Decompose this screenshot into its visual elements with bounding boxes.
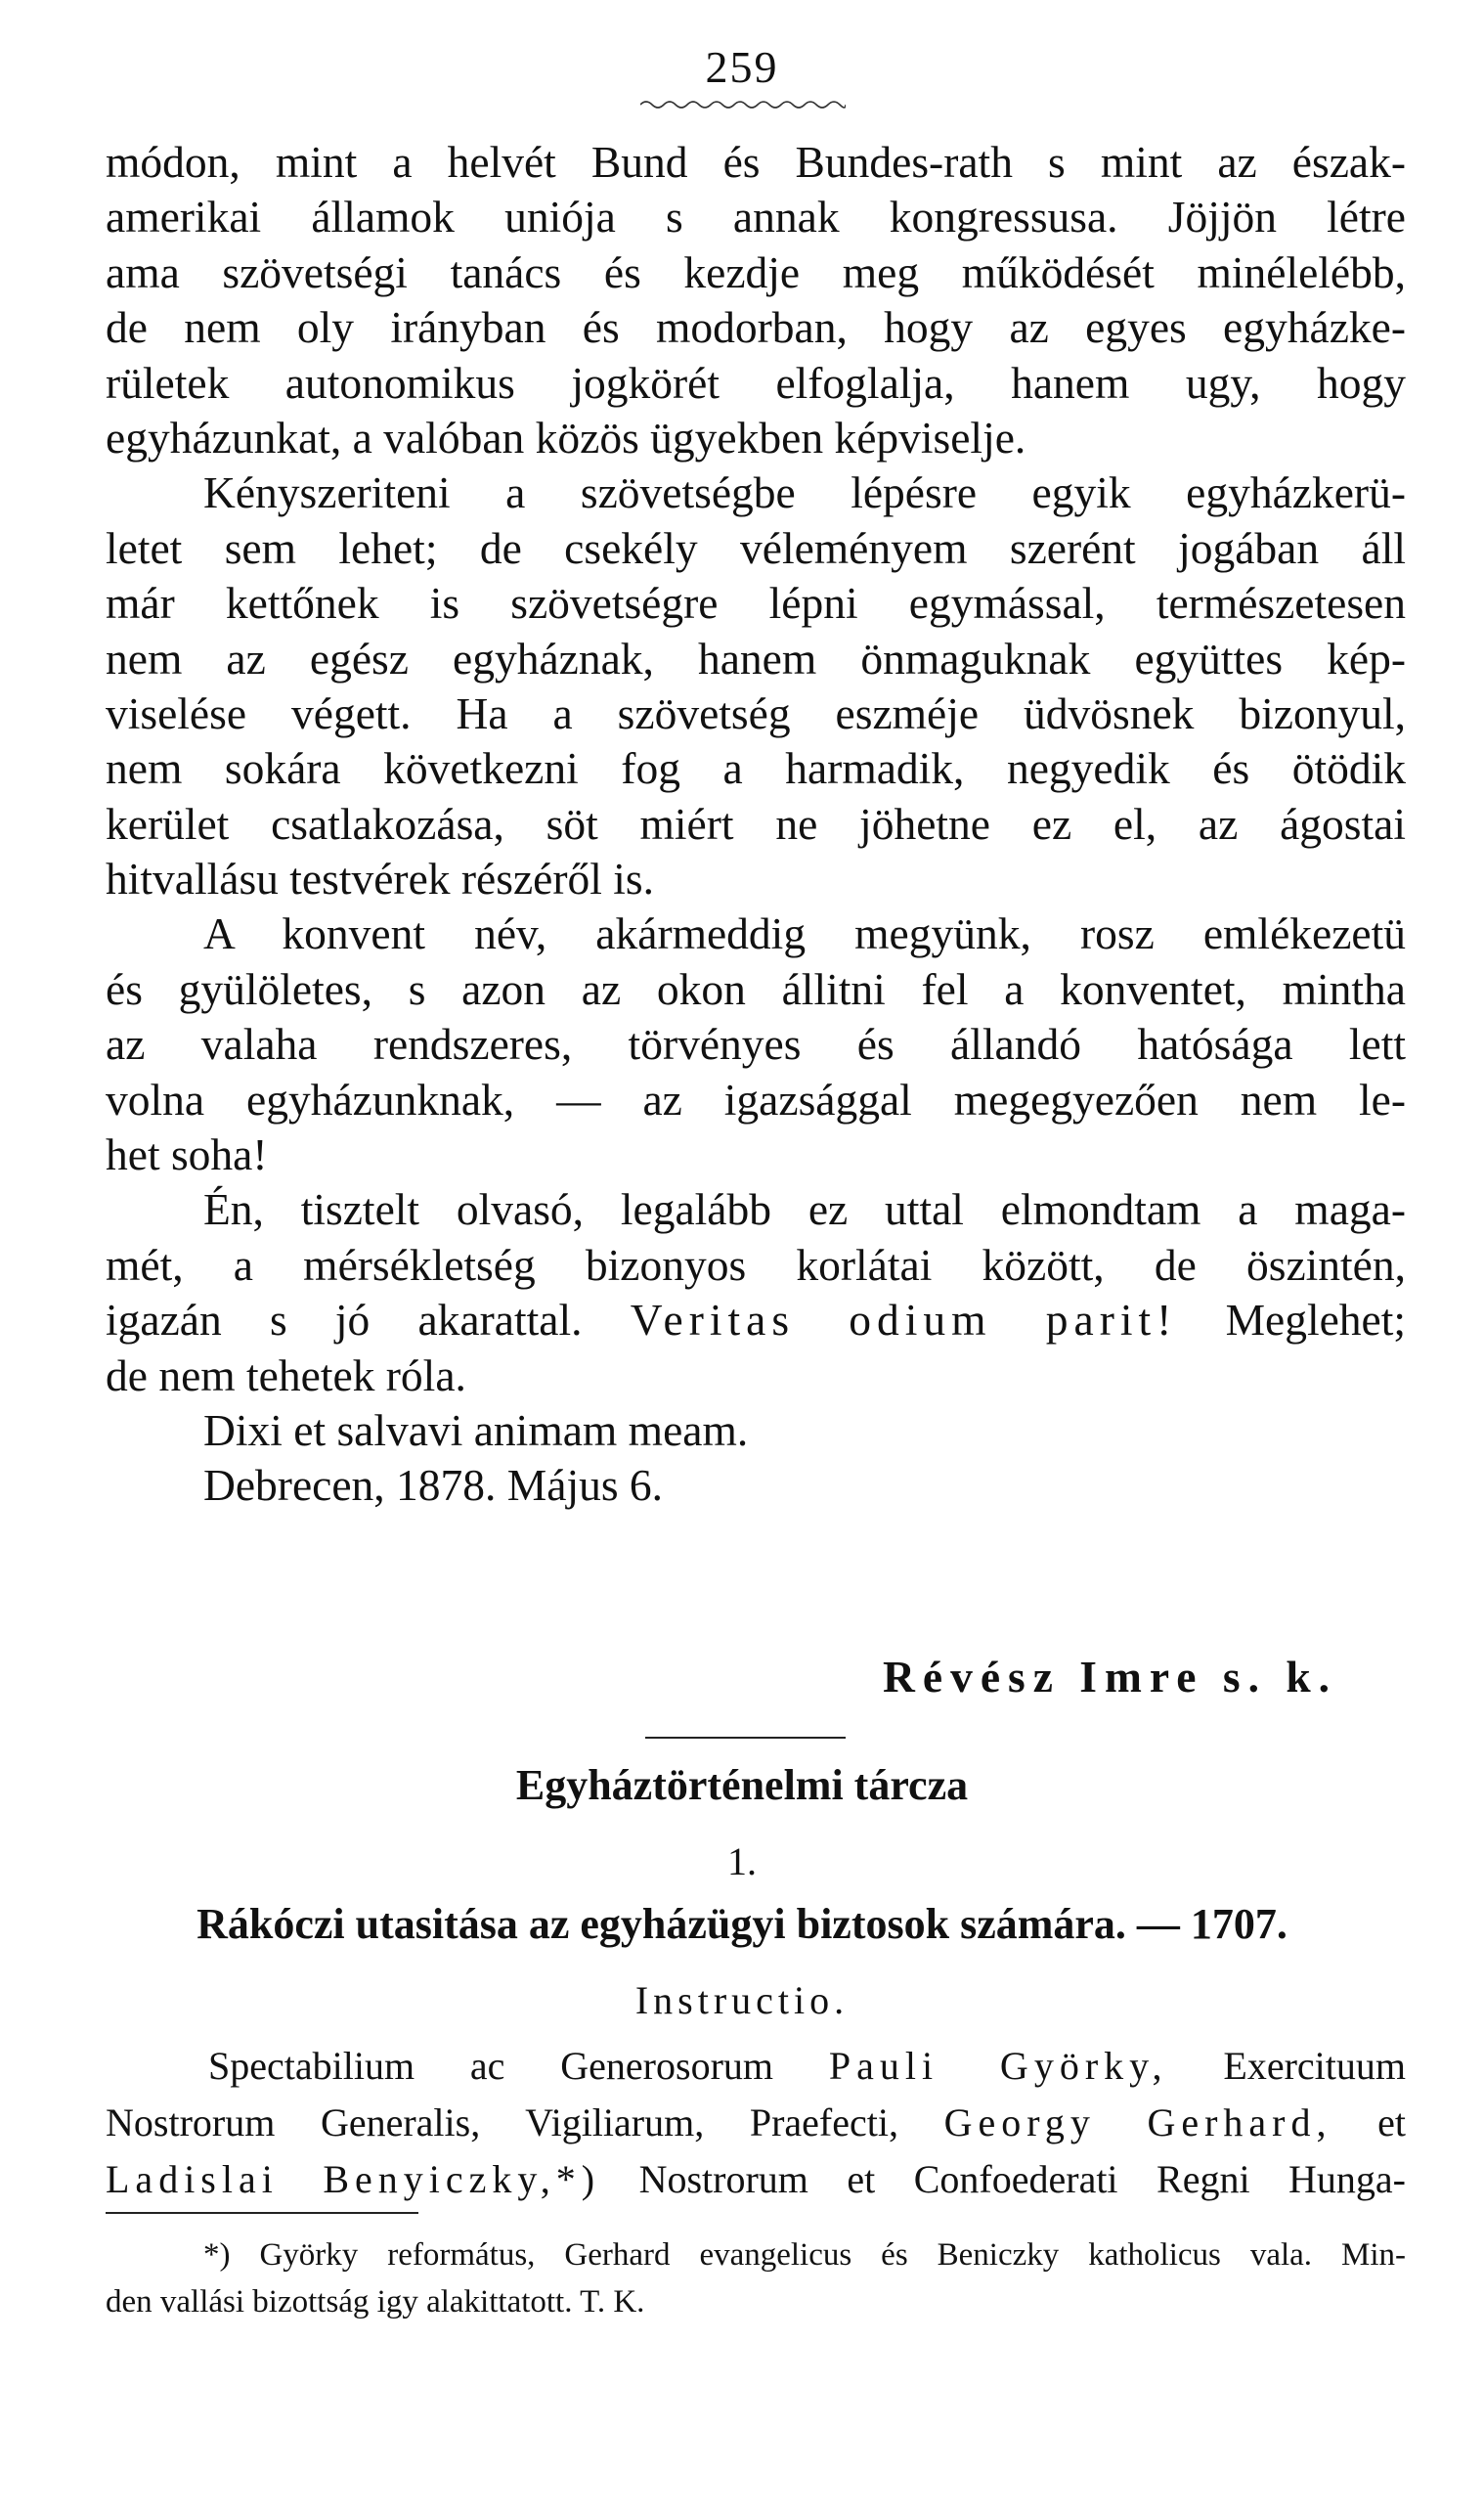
text-line: egyházunkat, a valóban közös ügyekben képviselje. bbox=[106, 412, 1026, 463]
instruction-text bbox=[106, 2038, 1406, 2208]
text-line-mixed bbox=[106, 1293, 1406, 1348]
text-fragment: Nostrorum et Confoederati Regni Hunga- bbox=[638, 2157, 1407, 2201]
text-line: A konvent név, akármeddig megyünk, rosz emlékezetü bbox=[203, 908, 1406, 959]
spaced-name: Ladislai Benyiczky,*) bbox=[106, 2157, 601, 2201]
text-line: ama szövetségi tanács és kezdje meg működését minélelébb, bbox=[106, 246, 1406, 297]
text-line: Én, tisztelt olvasó, legalább ez uttal elmondtam a maga- bbox=[203, 1184, 1406, 1235]
text-line: letet sem lehet; de csekély véleményem szerént jogában áll bbox=[106, 522, 1406, 573]
text-line: het soha! bbox=[106, 1129, 268, 1180]
text-line: már kettőnek is szövetségre lépni egymással, természetesen bbox=[106, 578, 1406, 629]
text-line: rületek autonomikus jogkörét elfoglalja, hanem ugy, hogy bbox=[106, 357, 1406, 408]
page-number-ornament bbox=[640, 98, 846, 111]
text-line: viselése végett. Ha a szövetség eszméje üdvösnek bizonyul, bbox=[106, 687, 1406, 738]
item-number: 1. bbox=[727, 1839, 757, 1883]
text-line: de nem oly irányban és modorban, hogy az egyes egyházke- bbox=[106, 302, 1406, 353]
text-fragment: igazán s jó akarattal. bbox=[106, 1295, 583, 1346]
text-line: volna egyházunknak, — az igazsággal megegyezően nem le- bbox=[106, 1074, 1406, 1125]
text-line: Dixi et salvavi animam meam. bbox=[203, 1404, 749, 1455]
latin-motto: Veritas odium parit! bbox=[630, 1295, 1178, 1346]
section-title: Egyháztörténelmi tárcza bbox=[515, 1761, 969, 1809]
text-line: mét, a mérsékletség bizonyos korlátai között, de öszintén, bbox=[106, 1239, 1406, 1290]
spaced-name: Georgy Gerhard, bbox=[943, 2100, 1332, 2144]
text-line: hitvallásu testvérek részéről is. bbox=[106, 854, 654, 905]
text-line-mixed bbox=[106, 2095, 1406, 2151]
text-line: kerület csatlakozása, söt miért ne jöhetne ez el, az ágostai bbox=[106, 798, 1406, 849]
body-text bbox=[106, 135, 1406, 1514]
text-line-mixed bbox=[106, 2151, 1406, 2208]
text-fragment: et bbox=[1377, 2100, 1407, 2144]
item-title: Rákóczi utasitása az egyházügyi biztosok számára. — 1707. bbox=[196, 1900, 1288, 1948]
text-line: amerikai államok uniója s annak kongressusa. Jöjjön létre bbox=[106, 192, 1406, 243]
section-divider bbox=[645, 1737, 846, 1739]
text-line: nem sokára következni fog a harmadik, negyedik és ötödik bbox=[106, 743, 1406, 794]
signature: Révész Imre s. k. bbox=[883, 1652, 1337, 1701]
text-line: Kényszeriteni a szövetségbe lépésre egyik egyházkerü- bbox=[203, 467, 1406, 518]
date-line: Debrecen, 1878. Május 6. bbox=[203, 1460, 664, 1511]
text-line: és gyülöletes, s azon az okon állitni fel a konventet, mintha bbox=[106, 963, 1406, 1014]
instructio-heading: Instructio. bbox=[634, 1978, 850, 2022]
footnote bbox=[106, 2232, 1406, 2325]
text-line: módon, mint a helvét Bund és Bundes-rath s mint az észak- bbox=[106, 137, 1406, 187]
page-number: 259 bbox=[705, 42, 779, 92]
text-line: nem az egész egyháznak, hanem önmaguknak együttes kép- bbox=[106, 633, 1406, 684]
text-fragment: Nostrorum Generalis, Vigiliarum, Praefecti, bbox=[106, 2100, 898, 2144]
text-fragment: Meglehet; bbox=[1225, 1295, 1407, 1346]
footnote-line: den vallási bizottság igy alakittatott. T. K. bbox=[106, 2284, 645, 2320]
text-line: az valaha rendszeres, törvényes és állandó hatósága lett bbox=[106, 1019, 1406, 1070]
spaced-name: Pauli Györky, bbox=[828, 2044, 1168, 2088]
footnote-divider bbox=[106, 2212, 418, 2214]
text-line-mixed bbox=[106, 2038, 1406, 2095]
text-fragment: Spectabilium ac Generosorum bbox=[208, 2044, 773, 2088]
text-fragment: Exercituum bbox=[1223, 2044, 1407, 2088]
text-line: de nem tehetek róla. bbox=[106, 1349, 466, 1400]
footnote-line: *) Györky református, Gerhard evangelicus és Beniczky katholicus vala. Min- bbox=[203, 2237, 1406, 2273]
